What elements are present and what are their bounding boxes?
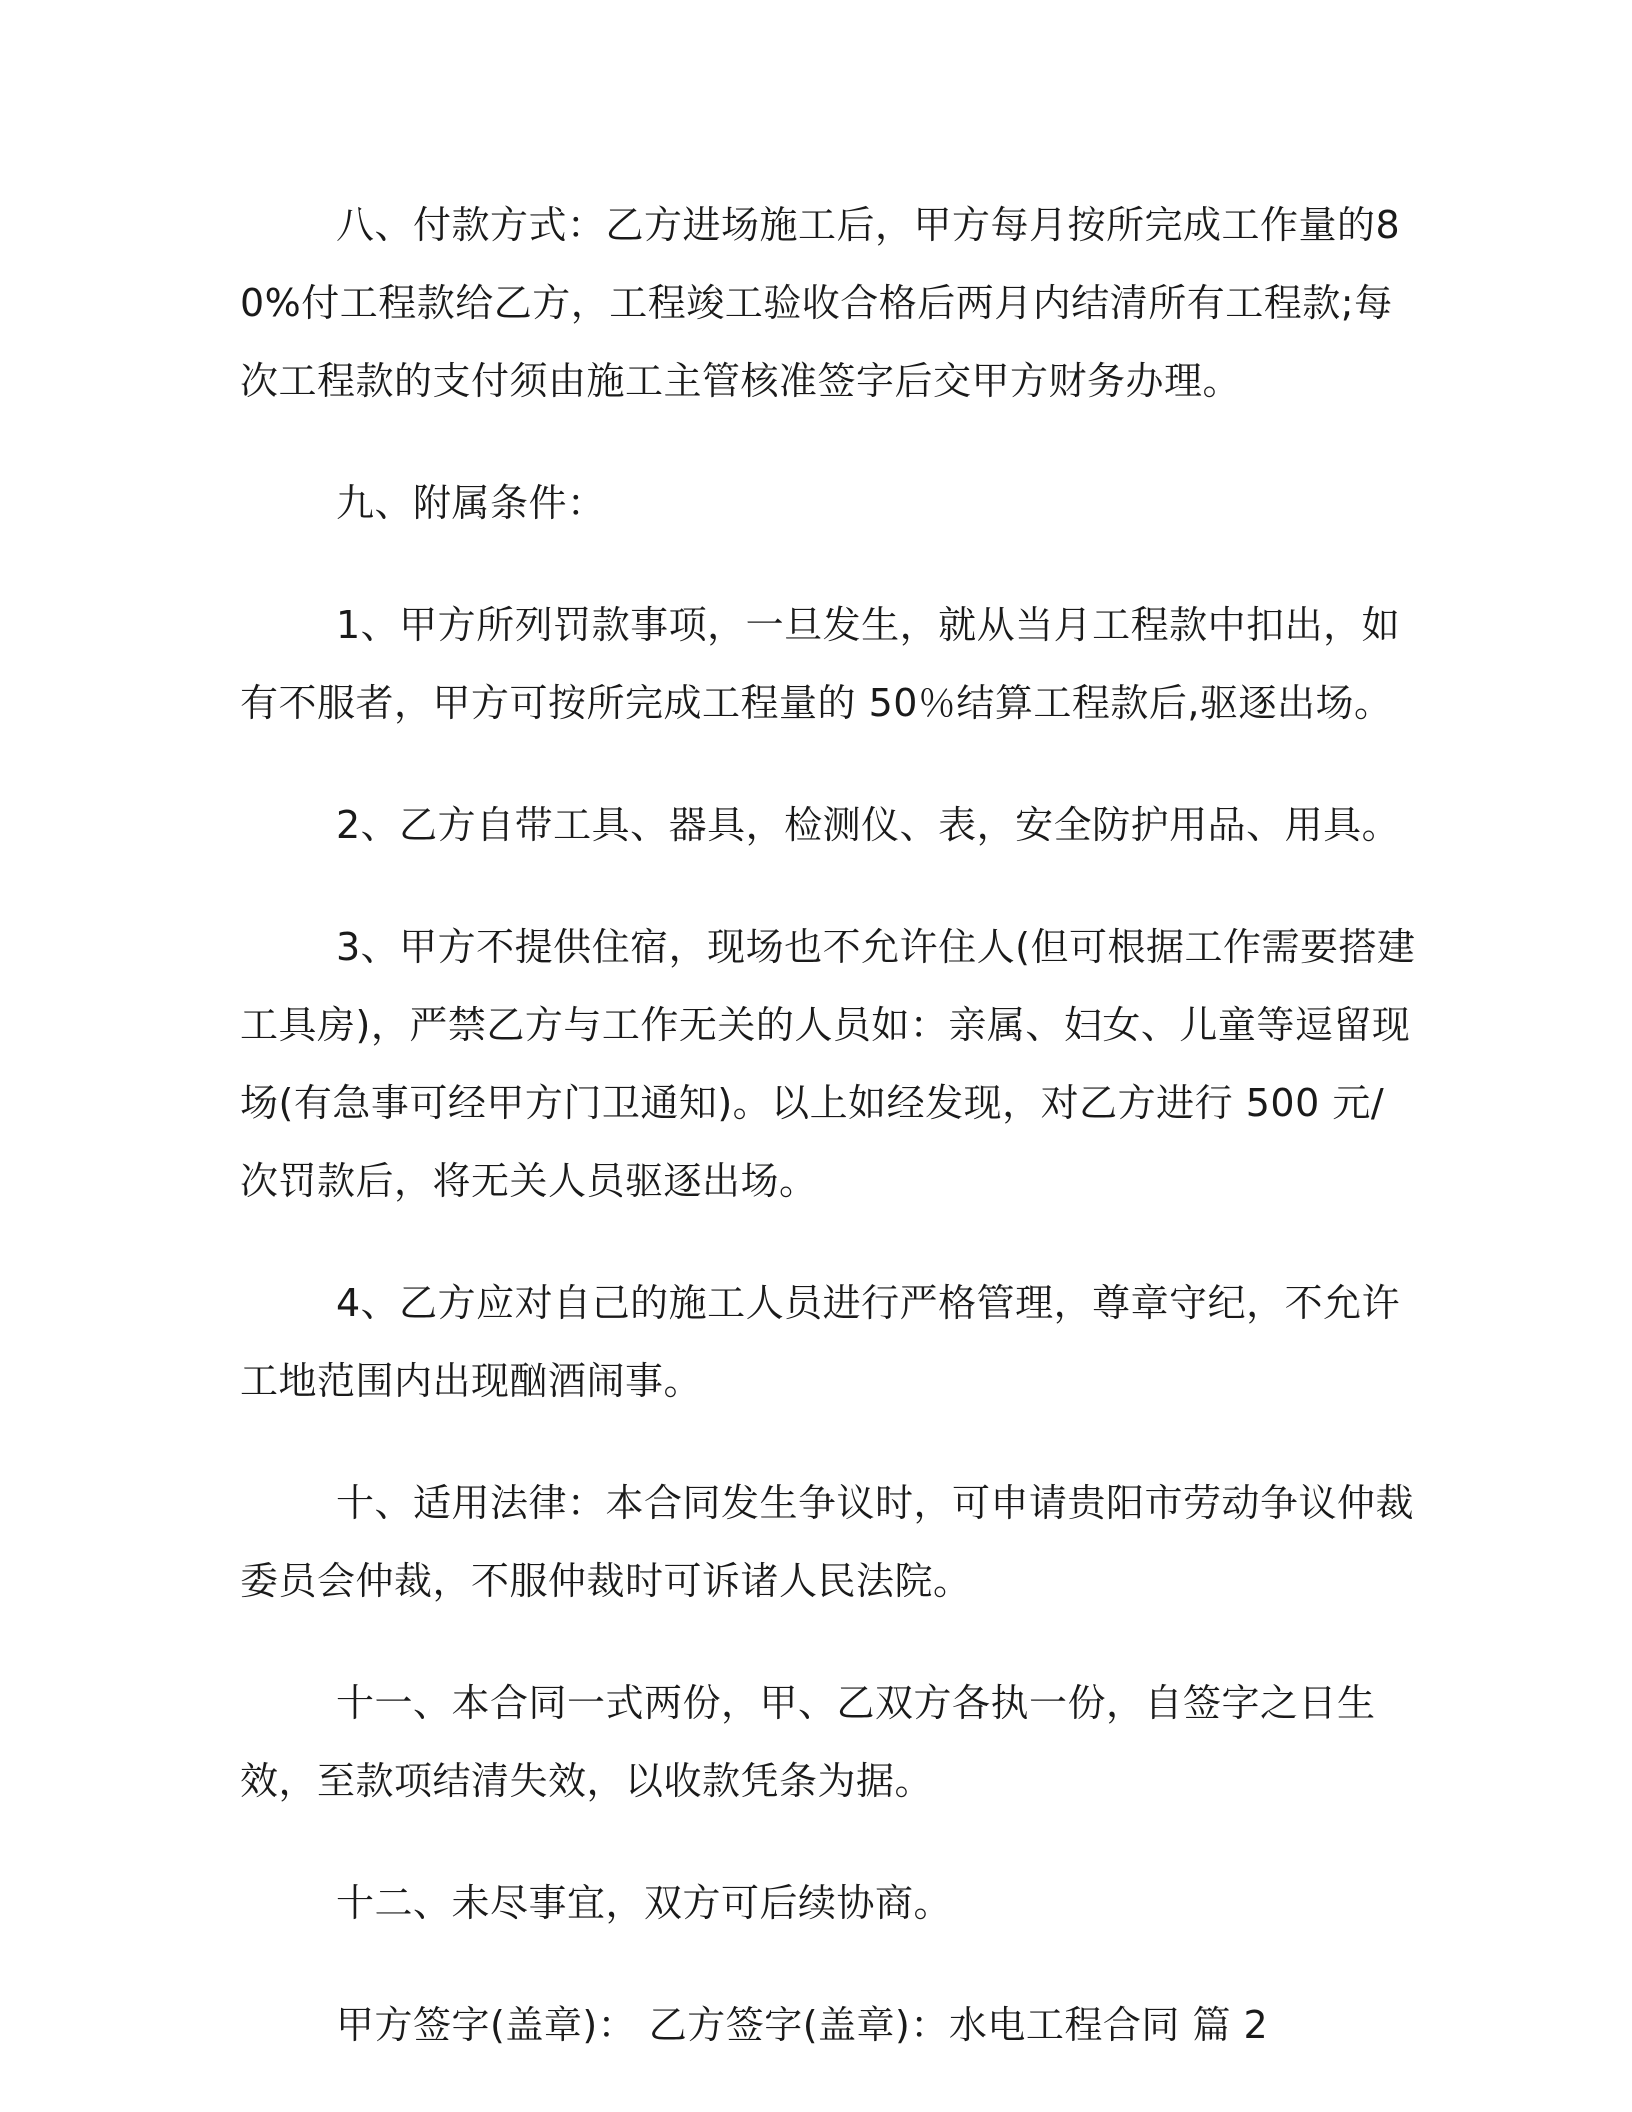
condition-2-paragraph: 2、乙方自带工具、器具，检测仪、表，安全防护用品、用具。	[336, 803, 1401, 847]
document-body	[240, 186, 1420, 2064]
payment-terms-paragraph: 八、付款方式：乙方进场施工后，甲方每月按所完成工作量的80%付工程款给乙方，工程竣工验收合格后两月内结清所有工程款;每次工程款的支付须由施工主管核准签字后交甲方财务办理。	[240, 203, 1401, 403]
additional-conditions-heading: 九、附属条件：	[336, 481, 606, 525]
unresolved-matters-paragraph: 十二、未尽事宜，双方可后续协商。	[336, 1881, 953, 1925]
signature-line: 甲方签字(盖章)： 乙方签字(盖章)：水电工程合同 篇 2	[336, 2003, 1269, 2047]
applicable-law-paragraph: 十、适用法律：本合同发生争议时，可申请贵阳市劳动争议仲裁委员会仲裁，不服仲裁时可诉诸人民法院。	[240, 1481, 1415, 1603]
copies-validity-paragraph: 十一、本合同一式两份，甲、乙双方各执一份，自签字之日生效，至款项结清失效，以收款凭条为据。	[240, 1681, 1376, 1803]
condition-4-paragraph: 4、乙方应对自己的施工人员进行严格管理，尊章守纪，不允许工地范围内出现酗酒闹事。	[240, 1281, 1401, 1403]
condition-3-paragraph: 3、甲方不提供住宿，现场也不允许住人(但可根据工作需要搭建工具房)，严禁乙方与工作无关的人员如：亲属、妇女、儿童等逗留现场(有急事可经甲方门卫通知)。以上如经发现，对乙方进行 500 元/次罚款后，将无关人员驱逐出场。	[240, 925, 1416, 1203]
condition-1-paragraph: 1、甲方所列罚款事项，一旦发生，就从当月工程款中扣出，如有不服者，甲方可按所完成工程量的 50％结算工程款后,驱逐出场。	[240, 603, 1401, 725]
